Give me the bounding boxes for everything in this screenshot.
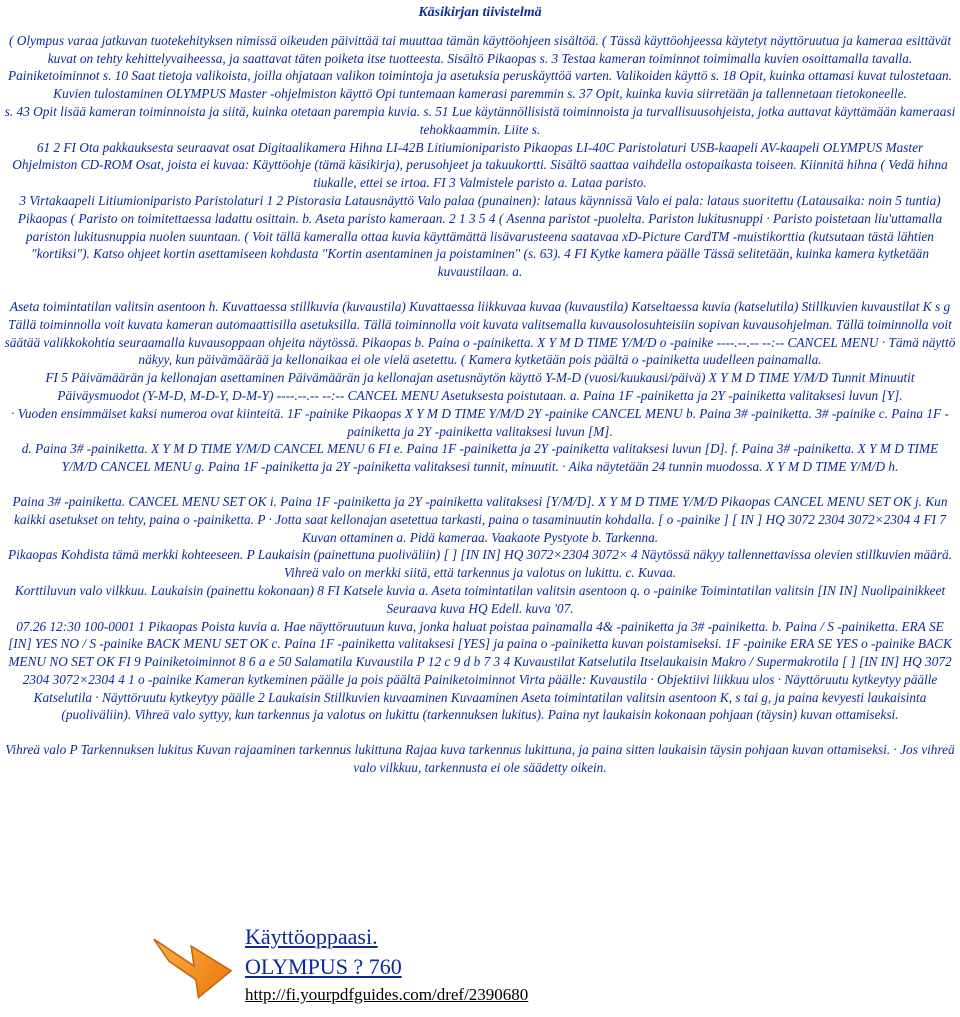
- paragraph: 61 2 FI Ota pakkauksesta seuraavat osat Digitaalikamera Hihna LI-42B Litiumioniparisto Pikaopas LI-40C Paristolaturi USB-kaapeli AV-kaapeli OLYMPUS Master Ohjelmiston CD-ROM Osat, joista ei kuvaa: Käyttöohje (tämä käsikirja), perusohjeet ja takuukortti. Sisältö saattaa vaihdella ostopaikasta toiseen. Kiinnitä hihna ( Vedä hihna tiukalle, ettei se irtoa. FI 3 Valmistele paristo a. Lataa paristo.: [12, 139, 948, 191]
- url-link[interactable]: http://fi.yourpdfguides.com/dref/2390680: [245, 985, 529, 1004]
- product-link[interactable]: OLYMPUS ? 760: [245, 954, 402, 979]
- footer-links: [150, 912, 650, 1012]
- paragraph: Korttiluvun valo vilkkuu. Laukaisin (painettu kokonaan) 8 FI Katsele kuvia a. Aseta toimintatilan valitsin asentoon q. o -painike Toimintatilan valitsin [IN IN] Nuolipainikkeet Seuraava kuva HQ Edell. kuva '07.: [14, 582, 946, 616]
- paragraph: s. 43 Opit lisää kameran toiminnoista ja siitä, kuinka otetaan parempia kuvia. s. 51 Lue käytännöllisistä toiminnoista ja turvallisuusohjeista, jotka auttavat käyttämään kameraasi tehokkaammin. Liite s.: [4, 103, 956, 137]
- paragraph: Pikaopas Kohdista tämä merkki kohteeseen. P Laukaisin (painettuna puoliväliin) [ ] [IN IN] HQ 3072×2304 3072× 4 Näytössä näkyy tallennettavissa olevien stillkuvien määrä. Vihreä valo on merkki siitä, että tarkennus ja valotus on lukittu. c. Kuvaa.: [8, 547, 952, 581]
- paragraph: Aseta toimintatilan valitsin asentoon h. Kuvattaessa stillkuvia (kuvaustila) Kuvattaessa liikkuvaa kuvaa (kuvaustila) Katseltaessa kuvia (katselutila) Stillkuvien kuvaustilat K s g Tällä toiminnolla voit kuvata kameran automaattisilla asetuksilla. Tällä toiminnolla voit kuvata valitsemalla kuvausolosuhteisiin sopivan kuvausohjelman. Tällä toiminnolla voit säätää valikkokohtia seuraamalla kuvausoppaan ohjeita näytössä. Pikaopas b. Paina o -painiketta. X Y M D TIME Y/M/D o -painike ----.--.-- --:-- CANCEL MENU · Tämä näyttö näkyy, kun päivämäärää ja kellonaikaa ei ole vielä asetettu. ( Kamera kytketään pois päältä o -painiketta uudelleen painamalla.: [4, 298, 956, 368]
- paragraph: Vihreä valo P Tarkennuksen lukitus Kuvan rajaaminen tarkennus lukittuna Rajaa kuva tarkennus lukittuna, ja paina sitten laukaisin täysin pohjaan kuvan ottamiseksi. · Jos vihreä valo vilkkuu, tarkennusta ei ole säädetty oikein.: [5, 742, 955, 776]
- arrow-right-icon: [150, 914, 236, 1000]
- manual-link[interactable]: Käyttöoppaasi.: [245, 924, 378, 949]
- paragraph-spacer: [0, 724, 960, 741]
- paragraph: ( Olympus varaa jatkuvan tuotekehityksen nimissä oikeuden päivittää tai muuttaa tämän käyttöohjeen sisältöä. ( Tässä käyttöohjeessa käytetyt näyttöruutua ja kameraa esittävät kuvat on tehty kehittelyvaiheessa, ja saattavat täten poiketa itse tuotteesta. Sisältö Pikaopas s. 3 Testaa kameran toiminnot toimimalla kuvien osoittamalla tavalla. Painiketoiminnot s. 10 Saat tietoja valikoista, joilla ohjataan valikon toimintoja ja asetuksia peruskäyttöä varten. Valikoiden käyttö s. 18 Opit, kuinka ottamasi kuvat tulostetaan. Kuvien tulostaminen OLYMPUS Master -ohjelmiston käyttö Opi tuntemaan kamerasi paremmin s. 37 Opit, kuinka kuvia siirretään ja tallennetaan tietokoneelle.: [8, 32, 952, 102]
- paragraph-spacer: [0, 281, 960, 298]
- page-title: Käsikirjan tiivistelmä: [418, 5, 542, 20]
- paragraph: Paina 3# -painiketta. CANCEL MENU SET OK i. Paina 1F -painiketta ja 2Y -painiketta valitaksesi [Y/M/D]. X Y M D TIME Y/M/D Pikaopas CANCEL MENU SET OK j. Kun kaikki asetukset on tehty, paina o -painiketta. P · Jotta saat kellonajan asetettua tarkasti, paina o tasaminuutin kohdalla. [ o -painike ] [ IN ] HQ 3072 2304 3072×2304 4 FI 7 Kuvan ottaminen a. Pidä kameraa. Vaakaote Pystyote b. Tarkenna.: [12, 493, 948, 545]
- paragraph: FI 5 Päivämäärän ja kellonajan asettaminen Päivämäärän ja kellonajan asetusnäytön käyttö Y-M-D (vuosi/kuukausi/päivä) X Y M D TIME Y/M/D Tunnit Minuutit Päiväysmuodot (Y-M-D, M-D-Y, D-M-Y) ----.--.-- --:-- CANCEL MENU Asetuksesta poistutaan. a. Paina 1F -painiketta ja 2Y -painiketta valitaksesi luvun [Y].: [45, 370, 915, 403]
- paragraph-spacer: [0, 476, 960, 493]
- paragraph: · Vuoden ensimmäiset kaksi numeroa ovat kiinteitä. 1F -painike Pikaopas X Y M D TIME Y/M/D 2Y -painike CANCEL MENU b. Paina 3# -painiketta. 3# -painike c. Paina 1F -painiketta ja 2Y -painiketta valitaksesi luvun [M].: [11, 405, 949, 439]
- paragraph: 07.26 12:30 100-0001 1 Pikaopas Poista kuvia a. Hae näyttöruutuun kuva, jonka haluat poistaa painamalla 4& -painiketta ja 3# -painiketta. b. Paina / S -painiketta. ERA SE [IN] YES NO / S -painike BACK MENU SET OK c. Paina 1F -painiketta valitaksesi [YES] ja paina o -painiketta kuvan poistamiseksi. 1F -painike ERA SE YES o -painike BACK MENU NO SET OK FI 9 Painiketoiminnot 8 6 a e 50 Salamatila Kuvaustila P 12 c 9 d b 7 3 4 Kuvaustilat Katselutila Itselaukaisin Makro / Supermakrotila [ ] [IN IN] HQ 3072 2304 3072×2304 4 1 o -painike Kameran kytkeminen päälle ja pois päältä Painiketoiminnot Virta päälle: Kuvaustila · Objektiivi liikkuu ulos · Näyttöruutu kytkeytyy päälle Katselutila · Näyttöruutu kytkeytyy päälle 2 Laukaisin Stillkuvien kuvaaminen Kuvaaminen Aseta toimintatilan valitsin asentoon K, s tai g, ja paina kevyesti laukaisinta (puoliväliin). Vihreä valo syttyy, kun tarkennus ja valotus on lukittu (tarkennuksen lukitus). Paina nyt laukaisin kokonaan pohjaan (täysin) kuvan ottamiseksi.: [8, 618, 952, 723]
- paragraph: 3 Virtakaapeli Litiumioniparisto Paristolaturi 1 2 Pistorasia Latausnäyttö Valo palaa (punainen): lataus käynnissä Valo ei pala: lataus suoritettu (Latausaika: noin 5 tuntia) Pikaopas ( Paristo on toimitettaessa ladattu osittain. b. Aseta paristo kameraan. 2 1 3 5 4 ( Asenna paristot -puolelta. Pariston lukitusnuppi · Paristo poistetaan liu'uttamalla pariston lukitusnuppia nuolen suuntaan. ( Voit tällä kameralla ottaa kuvia käyttämättä lisävarusteena saatavaa xD-Picture CardTM -muistikorttia (kutsutaan tästä lähtien "kortiksi"). Katso ohjeet kortin asettamiseen kohdasta "Kortin asentaminen ja poistaminen" (s. 63). 4 FI Kytke kamera päälle Tässä selitetään, kuinka kamera kytketään kuvaustilaan. a.: [17, 192, 943, 280]
- paragraph: d. Paina 3# -painiketta. X Y M D TIME Y/M/D CANCEL MENU 6 FI e. Paina 1F -painiketta ja 2Y -painiketta valitaksesi luvun [D]. f. Paina 3# -painiketta. X Y M D TIME Y/M/D CANCEL MENU g. Paina 1F -painiketta ja 2Y -painiketta valitaksesi tunnit, minuutit. · Aika näytetään 24 tunnin muodossa. X Y M D TIME Y/M/D h.: [21, 441, 939, 475]
